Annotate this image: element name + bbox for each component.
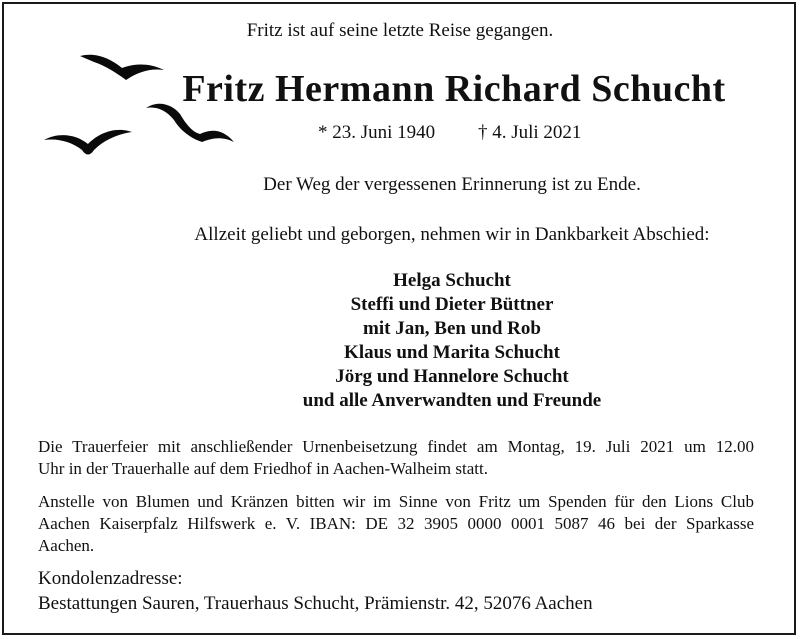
family-member: Helga Schucht [393, 270, 511, 291]
birth-date: * 23. Juni 1940 [318, 122, 436, 143]
quote-line: Der Weg der vergessenen Erinnerung ist zu Ende. [263, 174, 641, 195]
donation-line: Anstelle von Blumen und Kränzen bitten wir im Sinne von Fritz um Spenden für den Lions Club [38, 492, 754, 511]
family-member: Steffi und Dieter Büttner [350, 294, 554, 315]
donation-paragraph [38, 491, 754, 557]
condolence-block [38, 566, 738, 616]
bird-icon [44, 130, 132, 155]
family-list [0, 269, 800, 413]
condolence-address: Bestattungen Sauren, Trauerhaus Schucht, Prämienstr. 42, 52076 Aachen [38, 593, 593, 614]
family-member: und alle Anverwandten und Freunde [302, 390, 602, 411]
family-member: Klaus und Marita Schucht [344, 342, 560, 363]
family-member: mit Jan, Ben und Rob [363, 318, 541, 339]
donation-line: Aachen. [38, 536, 95, 555]
ceremony-paragraph [38, 436, 754, 480]
intro-line: Fritz ist auf seine letzte Reise gegangen. [246, 20, 554, 41]
life-dates [318, 122, 581, 144]
farewell-line: Allzeit geliebt und geborgen, nehmen wir in Dankbarkeit Abschied: [194, 224, 710, 245]
death-date: † 4. Juli 2021 [477, 122, 582, 143]
deceased-name: Fritz Hermann Richard Schucht [182, 68, 726, 110]
family-member: Jörg und Hannelore Schucht [335, 366, 569, 387]
ceremony-line: Uhr in der Trauerhalle auf dem Friedhof in Aachen-Walheim statt. [38, 459, 488, 478]
ceremony-line: Die Trauerfeier mit anschließender Urnenbeisetzung findet am Montag, 19. Juli 2021 um 12.00 [38, 437, 754, 456]
condolence-label: Kondolenzadresse: [38, 568, 183, 589]
donation-line: Aachen Kaiserpfalz Hilfswerk e. V. IBAN: DE 32 3905 0000 0001 5087 46 bei der Sparkasse [38, 514, 754, 533]
